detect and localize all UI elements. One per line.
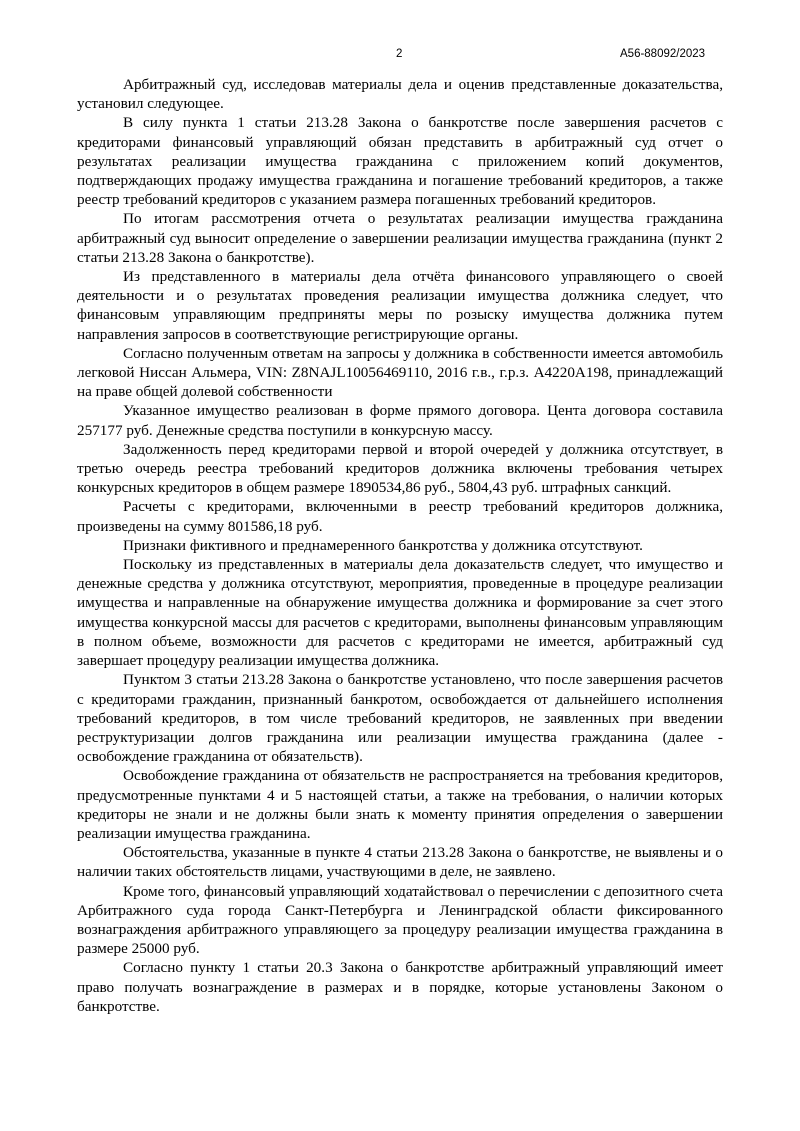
paragraph: Задолженность перед кредиторами первой и второй очередей у должника отсутствует, в третью очередь реестра требований кредиторов должника включены требования четырех конкурсных кредиторов в общем размере 1890534,86 руб., 5804,43 руб. штрафных санкций.	[77, 440, 723, 497]
paragraph: Признаки фиктивного и преднамеренного банкротства у должника отсутствуют.	[123, 536, 643, 554]
paragraph: В силу пункта 1 статьи 213.28 Закона о банкротстве после завершения расчетов с кредиторами финансовый управляющий обязан представить в арбитражный суд отчет о результатах реализации имущества гражданина с приложением копий документов, подтверждающих продажу имущества гражданина и погашение требований кредиторов, а также реестр требований кредиторов с указанием размера погашенных требований кредиторов.	[77, 114, 723, 209]
case-number: А56-88092/2023	[620, 48, 706, 60]
paragraph: Согласно пункту 1 статьи 20.3 Закона о банкротстве арбитражный управляющий имеет право получать вознаграждение в размерах и в порядке, которые установлены Законом о банкротстве.	[77, 959, 723, 1015]
paragraph: Обстоятельства, указанные в пункте 4 статьи 213.28 Закона о банкротстве, не выявлены и о наличии таких обстоятельств лицами, участвующими в деле, не заявлено.	[77, 844, 723, 881]
paragraph: Кроме того, финансовый управляющий ходатайствовал о перечислении с депозитного счета Арбитражного суда города Санкт-Петербурга и Ленинградской области фиксированного вознаграждения арбитражного управляющего за процедуру реализации имущества гражданина в размере 25000 руб.	[77, 882, 723, 958]
page-header	[0, 48, 800, 64]
paragraph: Пунктом 3 статьи 213.28 Закона о банкротстве установлено, что после завершения расчетов с кредиторами гражданин, признанный банкротом, освобождается от дальнейшего исполнения требований кредиторов, в том числе требований кредиторов, не заявленных при введении реструктуризации долгов гражданина или реализации имущества гражданина (далее - освобождение гражданина от обязательств).	[77, 671, 723, 766]
paragraph: Арбитражный суд, исследовав материалы дела и оценив представленные доказательства, установил следующее.	[77, 76, 723, 113]
paragraph: Указанное имущество реализован в форме прямого договора. Цента договора составила 257177 руб. Денежные средства поступили в конкурсную массу.	[77, 402, 723, 439]
paragraph: По итогам рассмотрения отчета о результатах реализации имущества гражданина арбитражный суд выносит определение о завершении реализации имущества гражданина (пункт 2 статьи 213.28 Закона о банкротстве).	[77, 210, 723, 266]
paragraph: Освобождение гражданина от обязательств не распространяется на требования кредиторов, предусмотренные пунктами 4 и 5 настоящей статьи, а также на требования, о наличии которых кредиторы не знали и не должны были знать к моменту принятия определения о завершении реализации имущества гражданина.	[77, 767, 723, 842]
paragraph: Расчеты с кредиторами, включенными в реестр требований кредиторов должника, произведены на сумму 801586,18 руб.	[77, 498, 723, 535]
page-number: 2	[396, 48, 403, 60]
paragraph: Поскольку из представленных в материалы дела доказательств следует, что имущество и денежные средства у должника отсутствуют, мероприятия, проведенные в процедуре реализации имущества и направленные на обнаружение имущества должника и формирование за счет этого имущества конкурсной массы для расчетов с кредиторами, выполнены финансовым управляющим в полном объеме, возможности для расчетов с кредиторами не имеется, арбитражный суд завершает процедуру реализации имущества должника.	[77, 556, 723, 670]
document-body	[77, 75, 723, 1016]
paragraph: Согласно полученным ответам на запросы у должника в собственности имеется автомобиль легковой Ниссан Альмера, VIN: Z8NAJL10056469110, 2016 г.в., г.р.з. А4220А198, принадлежащий на праве общей долевой собственности	[77, 344, 723, 401]
paragraph: Из представленного в материалы дела отчёта финансового управляющего о своей деятельности и о результатах проведения реализации имущества должника следует, что финансовым управляющим предприняты меры по розыску имущества должника путем направления запросов в соответствующие регистрирующие органы.	[77, 268, 723, 343]
